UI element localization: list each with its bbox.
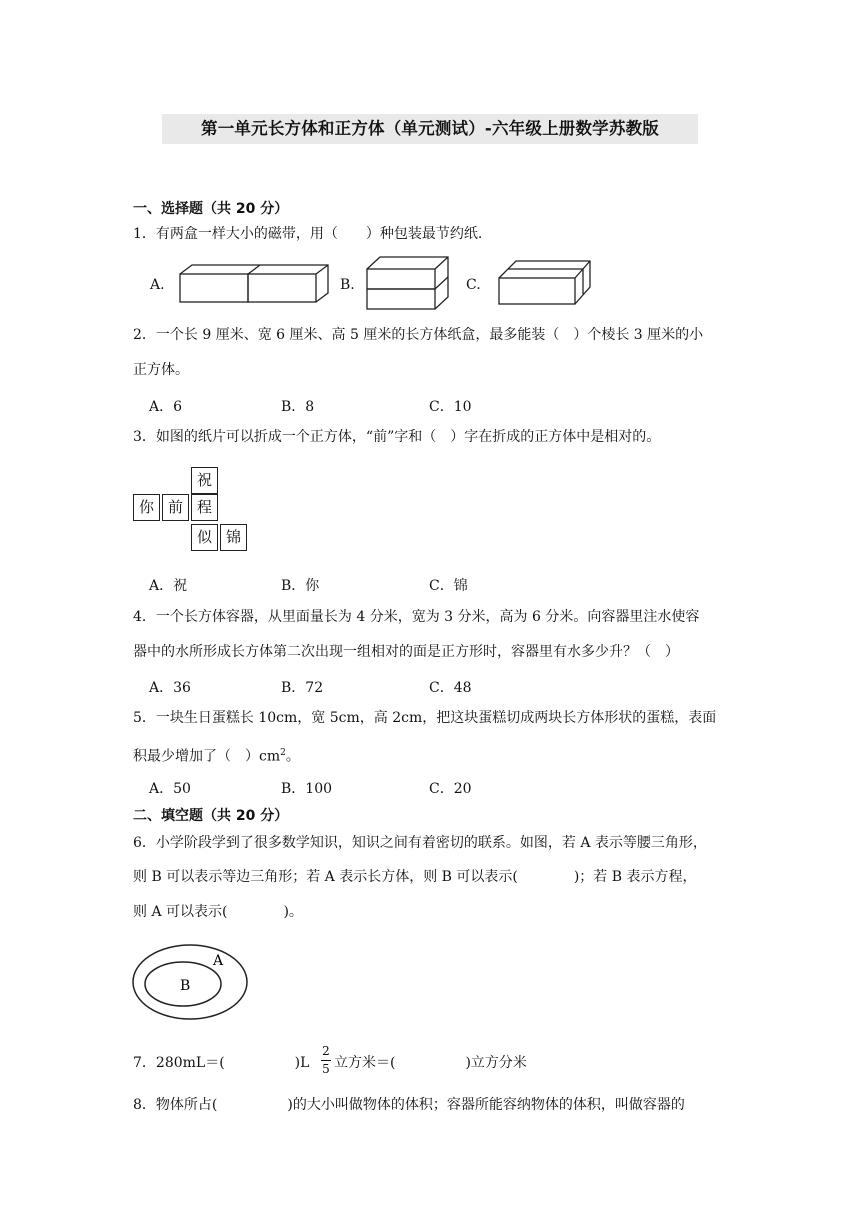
question-8-text: 8．物体所占( )的大小叫做物体的体积；容器所能容纳物体的体积，叫做容器的 — [133, 1097, 685, 1113]
q1-option-b-label: B. — [340, 277, 355, 293]
q5-option-b: B．100 — [281, 781, 333, 797]
q1-option-a-label: A. — [150, 277, 165, 293]
net-cell-ni: 你 — [133, 494, 160, 521]
page-title: 第一单元长方体和正方体（单元测试）-六年级上册数学苏教版 — [162, 114, 698, 144]
question-5-line2: 积最少增加了（ ）$cm^2$。 — [133, 748, 300, 765]
q4-option-a: A．36 — [149, 680, 191, 696]
q4-option-c: C．48 — [429, 680, 472, 696]
net-cell-cheng: 程 — [191, 494, 218, 521]
question-3-text: 3．如图的纸片可以折成一个正方体，“前”字和（ ）字在折成的正方体中是相对的。 — [133, 429, 661, 445]
net-cell-si: 似 — [191, 524, 218, 551]
venn-label-a: A — [213, 953, 224, 969]
q3-option-b: B．你 — [281, 578, 320, 594]
q3-option-c: C．锦 — [429, 578, 468, 594]
question-4-line2: 器中的水所形成长方体第二次出现一组相对的面是正方形时，容器里有水多少升？（ ） — [133, 644, 679, 660]
q1-option-a-figure — [178, 262, 330, 304]
question-7-part2: 立方米＝( )立方分米 — [334, 1055, 527, 1071]
q2-option-a: A．6 — [149, 399, 183, 415]
net-cell-jin: 锦 — [220, 524, 247, 551]
q5-option-c: C．20 — [429, 781, 472, 797]
question-6-line2: 则 B 可以表示等边三角形；若 A 表示长方体，则 B 可以表示( )；若 B 表示方程， — [133, 869, 697, 885]
net-cell-zhu: 祝 — [191, 467, 218, 494]
question-6-line1: 6．小学阶段学到了很多数学知识，知识之间有着密切的联系。如图，若 A 表示等腰三角形， — [133, 835, 707, 851]
q3-option-a: A．祝 — [149, 578, 188, 594]
venn-label-b: B — [180, 978, 191, 994]
question-1-text: 1．有两盒一样大小的磁带，用（ ）种包装最节约纸. — [133, 226, 483, 242]
section-heading-fill: 二、填空题（共 20 分） — [133, 808, 289, 824]
section-heading-choice: 一、选择题（共 20 分） — [133, 201, 289, 217]
q7-fraction-bar — [321, 1060, 331, 1061]
question-2-line2: 正方体。 — [133, 362, 189, 378]
q2-option-b: B．8 — [281, 399, 315, 415]
q2-option-c: C．10 — [429, 399, 472, 415]
q1-option-c-label: C. — [466, 277, 481, 293]
q7-fraction-numerator: 2 — [322, 1044, 330, 1058]
question-6-line3: 则 A 可以表示( )。 — [133, 904, 303, 920]
q4-option-b: B．72 — [281, 680, 324, 696]
q1-option-c-figure — [496, 258, 596, 308]
q5-option-a: A．50 — [149, 781, 191, 797]
question-4-line1: 4．一个长方体容器，从里面量长为 4 分米，宽为 3 分米，高为 6 分米。向容器里注水使容 — [133, 609, 700, 625]
venn-diagram — [130, 940, 254, 1024]
q7-fraction-denominator: 5 — [322, 1062, 330, 1076]
question-5-line1: 5．一块生日蛋糕长 10cm，宽 5cm，高 2cm，把这块蛋糕切成两块长方体形状的蛋糕，表面 — [133, 710, 717, 726]
net-cell-qian: 前 — [162, 494, 189, 521]
question-7-part1: 7．280mL＝( )L — [133, 1055, 310, 1071]
question-2-line1: 2．一个长 9 厘米、宽 6 厘米、高 5 厘米的长方体纸盒，最多能装（ ）个棱长 3 厘米的小 — [133, 327, 704, 343]
q1-option-b-figure — [364, 254, 454, 314]
